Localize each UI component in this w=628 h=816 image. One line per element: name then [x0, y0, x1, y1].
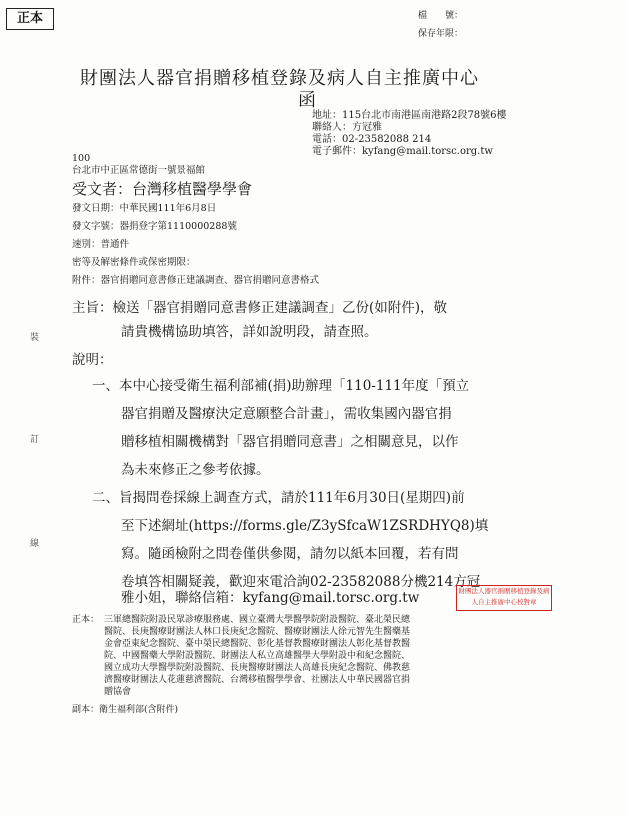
cc-recipient-line: 醫院、長庚醫療財團法人林口長庚紀念醫院、醫療財團法人徐元智先生醫藥基	[104, 627, 411, 637]
retention-label: 保存年限：	[418, 29, 464, 39]
sender-email: 電子郵件：kyfang@mail.torsc.org.tw	[312, 146, 493, 157]
postal-code: 100	[72, 153, 91, 164]
explanation-item-1-line: 為未來修正之參考依據。	[121, 462, 270, 478]
explanation-item-2-email-line: 雅小姐，聯絡信箱：kyfang@mail.torsc.org.tw	[121, 590, 420, 606]
sender-contact: 聯絡人：方冠雅	[312, 122, 382, 133]
speed-class: 速別：普通件	[72, 239, 130, 250]
subject-line-2: 請貴機構協助填答，詳如說明段，請查照。	[121, 324, 378, 340]
explanation-item-2-url-line: 至下述網址(https://forms.gle/Z3ySfcaW1ZSRDHYQ8)填	[121, 518, 489, 534]
cc-recipient-line: 院、中國醫藥大學附設醫院、財團法人私立高雄醫學大學附設中和紀念醫院、	[104, 651, 411, 661]
recipient-name: 受文者：台灣移植醫學學會	[72, 180, 253, 198]
document-number: 發文字號：器捐登字第1110000288號	[72, 221, 237, 232]
cc-recipient-line: 濟醫療財團法人花蓮慈濟醫院、台灣移植醫學學會、社團法人中華民國器官捐	[104, 675, 411, 685]
subject-line-1: 主旨：檢送「器官捐贈同意書修正建議調查」乙份(如附件)，敬	[72, 300, 448, 316]
explanation-item-2-line: 二、旨揭問卷採線上調查方式，請於111年6月30日(星期四)前	[92, 490, 465, 506]
organization-title: 財團法人器官捐贈移植登錄及病人自主推廣中心	[80, 68, 479, 89]
cc-label: 正本：	[72, 615, 100, 625]
recipient-address: 台北市中正區常德街一號景福館	[72, 165, 206, 176]
cc-recipient-line: 金會亞東紀念醫院、臺中榮民總醫院、彰化基督教醫療財團法人彰化基督教醫	[104, 639, 411, 649]
sender-phone: 電話：02-23582088 214	[312, 134, 432, 145]
file-number-label: 檔 號：	[418, 11, 464, 21]
document-type: 函	[298, 90, 317, 111]
cc-recipient-line: 三軍總醫院附設民眾診療服務處、國立臺灣大學醫學院附設醫院、臺北榮民總	[104, 615, 411, 625]
sender-address: 地址：115台北市南港區南港路2段78號6樓	[312, 110, 507, 121]
explanation-item-1-line: 器官捐贈及醫療決定意願整合計畫」，需收集國內器官捐	[121, 406, 452, 422]
attachment-list: 附件：器官捐贈同意書修正建議調查、器官捐贈同意書格式	[72, 275, 320, 286]
explanation-item-2-line: 卷填答相關疑義，歡迎來電洽詢02-23582088分機214方冠	[121, 574, 481, 590]
binding-margin-mark: 線	[30, 539, 40, 549]
issue-date: 發文日期：中華民國111年6月8日	[72, 203, 217, 214]
proofreading-stamp: 財團法人器官捐贈移植登錄及病人自主推廣中心校對章	[456, 585, 552, 611]
original-copy-label: 正本	[6, 8, 54, 30]
binding-margin-mark: 裝	[30, 333, 40, 343]
explanation-item-1-line: 贈移植相關機構對「器官捐贈同意書」之相關意見，以作	[121, 434, 459, 450]
cc-recipient-line: 贈協會	[104, 687, 132, 697]
secrecy-level: 密等及解密條件或保密期限：	[72, 257, 196, 268]
binding-margin-mark: 訂	[30, 435, 40, 445]
explanation-item-2-line: 寫。隨函檢附之問卷僅供參閱，請勿以紙本回覆，若有問	[121, 546, 459, 562]
explanation-item-1-line: 一、本中心接受衛生福利部補(捐)助辦理「110-111年度「預立	[92, 378, 470, 394]
vice-copy: 副本：衛生福利部(含附件)	[72, 705, 179, 715]
explanation-label: 說明：	[72, 352, 113, 368]
cc-recipient-line: 國立成功大學醫學院附設醫院、長庚醫療財團法人高雄長庚紀念醫院、佛教慈	[104, 663, 411, 673]
